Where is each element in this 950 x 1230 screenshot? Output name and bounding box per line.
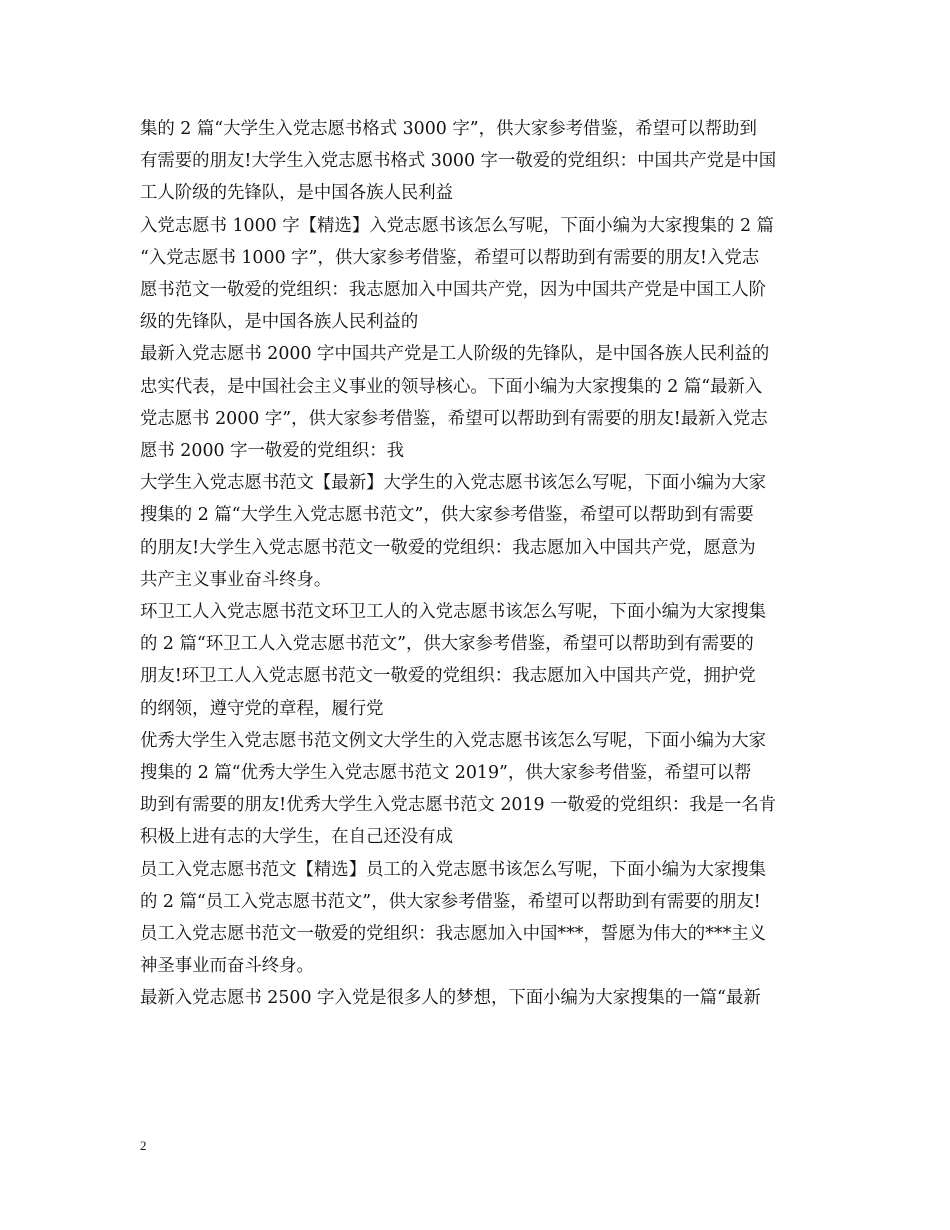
text-line: 搜集的 2 篇“优秀大学生入党志愿书范文 2019”，供大家参考借鉴，希望可以帮 [140, 763, 752, 784]
text-line: 环卫工人入党志愿书范文环卫工人的入党志愿书该怎么写呢，下面小编为大家搜集 [140, 602, 767, 623]
text-line: 的 2 篇“员工入党志愿书范文”，供大家参考借鉴，希望可以帮助到有需要的朋友! [140, 891, 761, 912]
text-line: “入党志愿书 1000 字”，供大家参考借鉴，希望可以帮助到有需要的朋友!入党志 [140, 247, 760, 268]
text-line: 最新入党志愿书 2500 字入党是很多人的梦想，下面小编为大家搜集的一篇“最新 [140, 988, 761, 1009]
text-line: 党志愿书 2000 字”，供大家参考借鉴，希望可以帮助到有需要的朋友!最新入党志 [140, 408, 768, 429]
text-line: 愿书范文一敬爱的党组织：我志愿加入中国共产党，因为中国共产党是中国工人阶 [140, 280, 767, 301]
text-line: 搜集的 2 篇“大学生入党志愿书范文”，供大家参考借鉴，希望可以帮助到有需要 [140, 505, 754, 526]
text-line: 员工入党志愿书范文一敬爱的党组织：我志愿加入中国***，誓愿为伟大的***主义 [140, 924, 767, 945]
text-line: 忠实代表，是中国社会主义事业的领导核心。下面小编为大家搜集的 2 篇“最新入 [140, 376, 763, 397]
page-number: 2 [140, 1138, 147, 1153]
text-line: 入党志愿书 1000 字【精选】入党志愿书该怎么写呢，下面小编为大家搜集的 2 篇 [140, 215, 774, 236]
text-line: 最新入党志愿书 2000 字中国共产党是工人阶级的先锋队，是中国各族人民利益的 [140, 344, 770, 365]
text-line: 集的 2 篇“大学生入党志愿书格式 3000 字”，供大家参考借鉴，希望可以帮助到 [140, 119, 757, 139]
text-line: 有需要的朋友!大学生入党志愿书格式 3000 字一敬爱的党组织：中国共产党是中国 [140, 151, 777, 172]
body-text [140, 113, 830, 1015]
text-line: 助到有需要的朋友!优秀大学生入党志愿书范文 2019 一敬爱的党组织：我是一名肯 [140, 795, 777, 816]
text-line: 共产主义事业奋斗终身。 [140, 569, 332, 590]
text-line: 工人阶级的先锋队，是中国各族人民利益 [140, 183, 454, 204]
text-line: 的 2 篇“环卫工人入党志愿书范文”，供大家参考借鉴，希望可以帮助到有需要的 [140, 634, 754, 655]
text-line: 级的先锋队，是中国各族人民利益的 [140, 312, 419, 333]
text-line: 的朋友!大学生入党志愿书范文一敬爱的党组织：我志愿加入中国共产党，愿意为 [140, 537, 756, 558]
text-line: 员工入党志愿书范文【精选】员工的入党志愿书该怎么写呢，下面小编为大家搜集 [140, 859, 767, 880]
text-line: 朋友!环卫工人入党志愿书范文一敬爱的党组织：我志愿加入中国共产党，拥护党 [140, 666, 756, 687]
text-line: 优秀大学生入党志愿书范文例文大学生的入党志愿书该怎么写呢，下面小编为大家 [140, 730, 767, 751]
text-line: 积极上进有志的大学生，在自己还没有成 [140, 827, 454, 848]
text-line: 的纲领，遵守党的章程，履行党 [140, 698, 384, 719]
text-line: 神圣事业而奋斗终身。 [140, 956, 314, 977]
text-line: 大学生入党志愿书范文【最新】大学生的入党志愿书该怎么写呢，下面小编为大家 [140, 473, 767, 494]
text-line: 愿书 2000 字一敬爱的党组织：我 [140, 441, 405, 462]
